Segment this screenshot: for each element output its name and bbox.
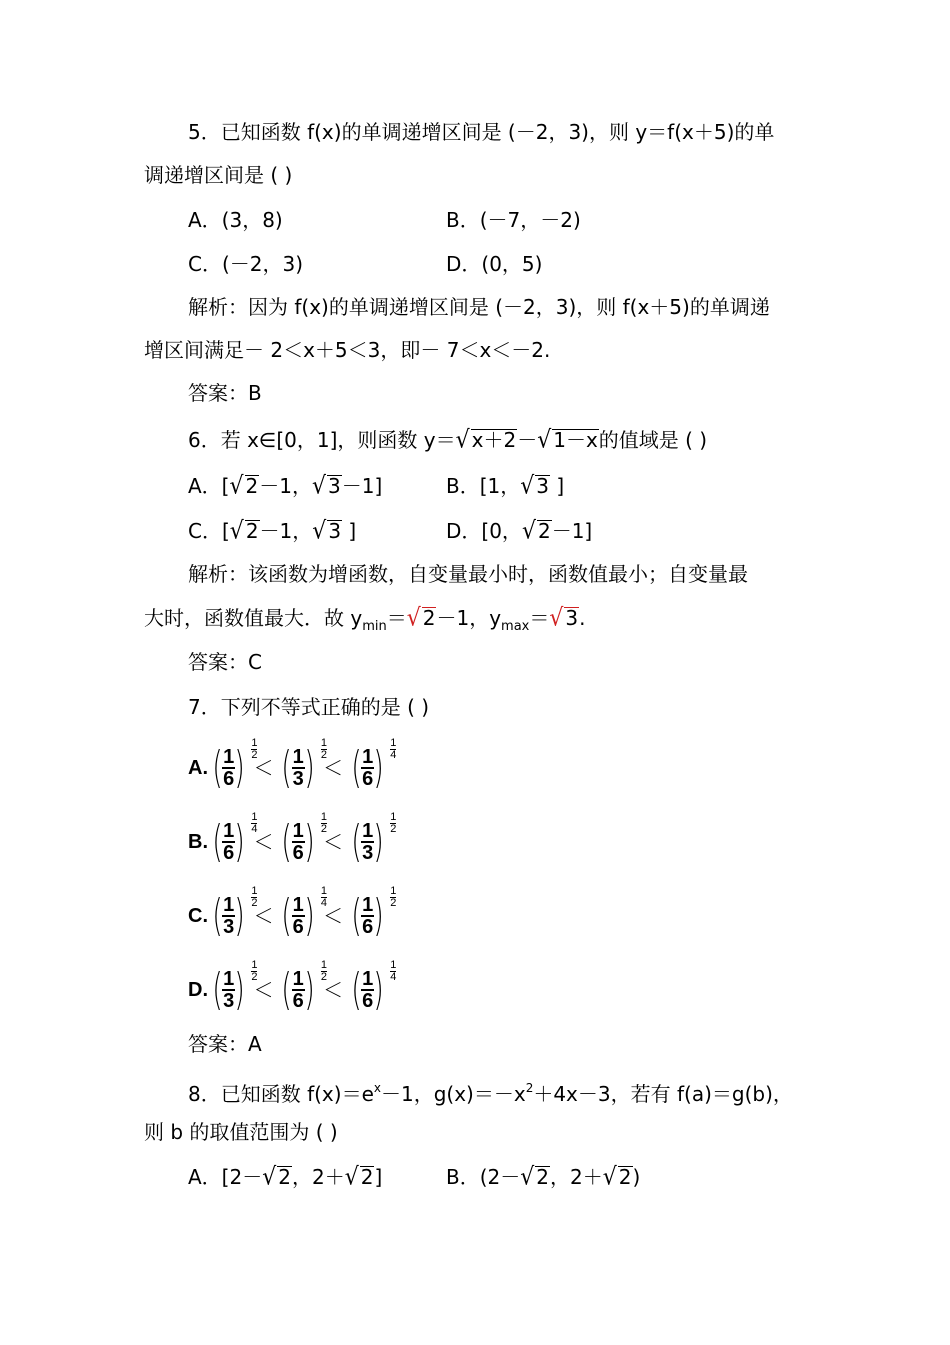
q6-stem-tail: 的值域是 ( ) xyxy=(598,428,708,452)
q6-stem-text: 6．若 x∈[0，1]，则函数 y＝ xyxy=(188,428,456,452)
option-label: A. xyxy=(188,757,208,779)
q5-option-a: A．(3，8) xyxy=(188,208,283,232)
sqrt-icon: √ xyxy=(549,604,564,633)
power-term: ( $\frac{1}{6}$ ) 1 4 xyxy=(351,737,397,793)
less-than-sign: ＜ xyxy=(253,904,274,928)
less-than-sign: ＜ xyxy=(322,904,343,928)
q7-option-d xyxy=(188,959,397,1016)
sqrt-icon: √ xyxy=(262,1163,277,1192)
sqrt-icon: √ xyxy=(521,517,536,546)
power-term: ( $\frac{1}{3}$ ) 1 2 xyxy=(351,811,397,867)
sqrt-icon: √ xyxy=(455,426,470,455)
q6-analysis-line1: 解析：该函数为增函数，自变量最小时，函数值最小；自变量最 xyxy=(188,562,748,586)
less-than-sign: ＜ xyxy=(253,830,274,854)
q5-options-row2 xyxy=(188,252,543,276)
q5-answer: 答案：B xyxy=(188,381,262,405)
q5-analysis-line2: 增区间满足－ 2＜x＋5＜3，即－ 7＜x＜－2. xyxy=(144,338,551,362)
q5-stem-line1: 5．已知函数 f(x)的单调递增区间是 (－2，3)，则 y＝f(x＋5)的单 xyxy=(188,120,775,144)
q6-answer: 答案：C xyxy=(188,650,262,674)
q6-stem xyxy=(188,428,707,453)
power-term: ( $\frac{1}{6}$ ) 1 2 xyxy=(212,737,258,793)
option-label: B. xyxy=(188,831,208,853)
q7-option-b xyxy=(188,811,397,868)
power-term: ( $\frac{1}{6}$ ) 1 2 xyxy=(281,811,327,867)
sqrt-icon: √ xyxy=(520,1163,535,1192)
power-term: ( $\frac{1}{6}$ ) 1 4 xyxy=(212,811,258,867)
power-term: ( $\frac{1}{6}$ ) 1 2 xyxy=(281,959,327,1015)
q5-option-c: C．(－2，3) xyxy=(188,252,304,276)
sqrt-icon: √ xyxy=(312,517,327,546)
q6-option-a: A．[√ 2－1，√ 3－1] xyxy=(188,472,383,501)
power-term: ( $\frac{1}{3}$ ) 1 2 xyxy=(281,737,327,793)
sqrt-icon: √ xyxy=(602,1163,617,1192)
sqrt-icon: √ xyxy=(311,472,327,501)
less-than-sign: ＜ xyxy=(322,978,343,1002)
sqrt-icon: √ xyxy=(520,472,535,501)
q6-radicand-1: x＋2 xyxy=(471,428,517,452)
power-term: ( $\frac{1}{3}$ ) 1 2 xyxy=(212,885,258,941)
q7-stem: 7．下列不等式正确的是 ( ) xyxy=(188,695,430,719)
q6-option-d: D．[0，√ 2－1] xyxy=(446,517,593,546)
power-term: ( $\frac{1}{3}$ ) 1 2 xyxy=(212,959,258,1015)
less-than-sign: ＜ xyxy=(253,978,274,1002)
q8-option-a: A．[2－√ 2，2＋√ 2] xyxy=(188,1163,383,1192)
option-label: C. xyxy=(188,905,208,927)
q6-radicand-2: 1－x xyxy=(553,428,598,452)
q8-options-row1 xyxy=(188,1163,641,1192)
less-than-sign: ＜ xyxy=(322,756,343,780)
q6-options-row2 xyxy=(188,517,593,546)
option-label: D. xyxy=(188,979,208,1001)
q5-options-row1 xyxy=(188,208,581,232)
q5-analysis-line1: 解析：因为 f(x)的单调递增区间是 (－2，3)，则 f(x＋5)的单调递 xyxy=(188,295,770,319)
power-term: ( $\frac{1}{6}$ ) 1 2 xyxy=(351,885,397,941)
less-than-sign: ＜ xyxy=(253,756,274,780)
sqrt-icon: √ xyxy=(229,472,244,501)
sqrt-icon: √ xyxy=(229,517,244,546)
q7-answer: 答案：A xyxy=(188,1032,262,1056)
sqrt-icon: √ xyxy=(344,1163,359,1192)
power-term: ( $\frac{1}{6}$ ) 1 4 xyxy=(281,885,327,941)
q6-analysis-line2: 大时，函数值最大．故 $y_{min}=√$ 2－1，$y_{max}=√$ 3. xyxy=(144,604,586,634)
q8-option-b: B．(2－√ 2，2＋√ 2) xyxy=(446,1163,641,1192)
q7-option-a xyxy=(188,737,397,794)
sqrt-icon: √ xyxy=(537,426,552,455)
q8-stem-line2: 则 b 的取值范围为 ( ) xyxy=(144,1120,338,1144)
q6-minus: － xyxy=(517,428,538,452)
q5-option-b: B．(－7，－2) xyxy=(446,208,581,232)
q5-option-d: D．(0，5) xyxy=(446,252,543,276)
q7-option-c xyxy=(188,885,397,942)
q6-option-b: B．[1，√ 3 ] xyxy=(446,472,565,501)
less-than-sign: ＜ xyxy=(322,830,343,854)
q6-options-row1 xyxy=(188,472,565,501)
sqrt-icon: √ xyxy=(406,604,421,633)
power-term: ( $\frac{1}{6}$ ) 1 4 xyxy=(351,959,397,1015)
q5-stem-line2: 调递增区间是 ( ) xyxy=(144,163,293,187)
q8-stem-line1: 8．已知函数 $f(x)=e^x-1$，$g(x)=-x^2+4x-3$，若有 f(a)＝g(b)， xyxy=(188,1081,793,1106)
q6-option-c: C．[√ 2－1，√ 3 ] xyxy=(188,517,357,546)
